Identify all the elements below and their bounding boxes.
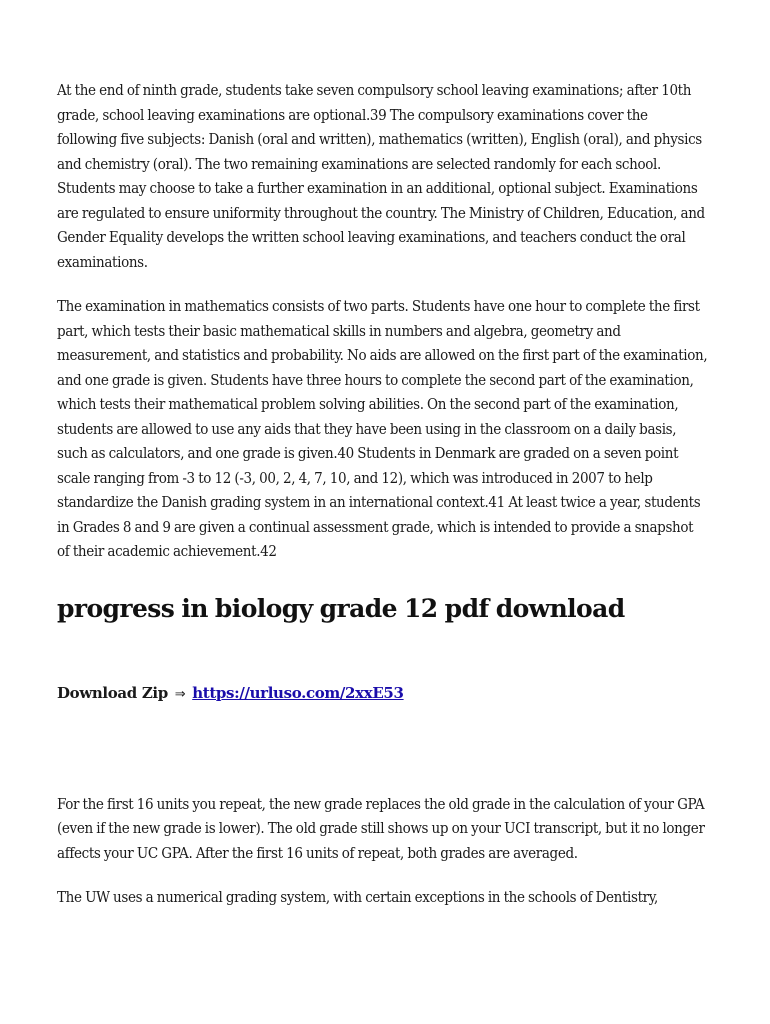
paragraph-mathematics-exam: The examination in mathematics consists of two parts. Students have one hour to complete the first part, which tests their basic mathematical skills in numbers and algebra, geometry and measurement, and statistics and probability. No aids are allowed on the first part of the examination, and one grade is given. Students have three hours to complete the second part of the examination, which tests their mathematical problem solving abilities. On the second part of the examination, students are allowed to use any aids that they have been using in the classroom on a daily basis, such as calculators, and one grade is given.40 Students in Denmark are graded on a seven point scale ranging from -3 to 12 (-3, 00, 2, 4, 7, 10, and 12), which was introduced in 2007 to help standardize the Danish grading system in an international context.41 At least twice a year, students in Grades 8 and 9 are given a continual assessment grade, which is intended to provide a snapshot of their academic achievement.42 bbox=[57, 297, 708, 560]
paragraph-examinations: At the end of ninth grade, students take seven compulsory school leaving examinations; after 10th grade, school leaving examinations are optional.39 The compulsory examinations cover the following five subjects: Danish (oral and written), mathematics (written), English (oral), and physics and chemistry (oral). The two remaining examinations are selected randomly for each school. Students may choose to take a further examination in an additional, optional subject. Examinations are regulated to ensure uniformity throughout the country. The Ministry of Children, Education, and Gender Equality develops the written school leaving examinations, and teachers conduct the oral examinations. bbox=[57, 81, 705, 271]
download-line bbox=[57, 681, 709, 707]
article-body bbox=[57, 78, 709, 910]
arrow-right-icon: ⇒ bbox=[174, 686, 186, 702]
paragraph-repeat-units: For the first 16 units you repeat, the new grade replaces the old grade in the calculation of your GPA (even if the new grade is lower). The old grade still shows up on your UCI transcript, but it no longer affects your UC GPA. After the first 16 units of repeat, both grades are averaged. bbox=[57, 794, 705, 862]
paragraph-grading-system: The UW uses a numerical grading system, with certain exceptions in the schools of Dentistry, bbox=[57, 888, 658, 906]
article-heading: progress in biology grade 12 pdf download bbox=[57, 593, 625, 623]
download-link[interactable]: https://urluso.com/2xxE53 bbox=[192, 683, 404, 702]
download-label: Download Zip bbox=[57, 683, 168, 702]
